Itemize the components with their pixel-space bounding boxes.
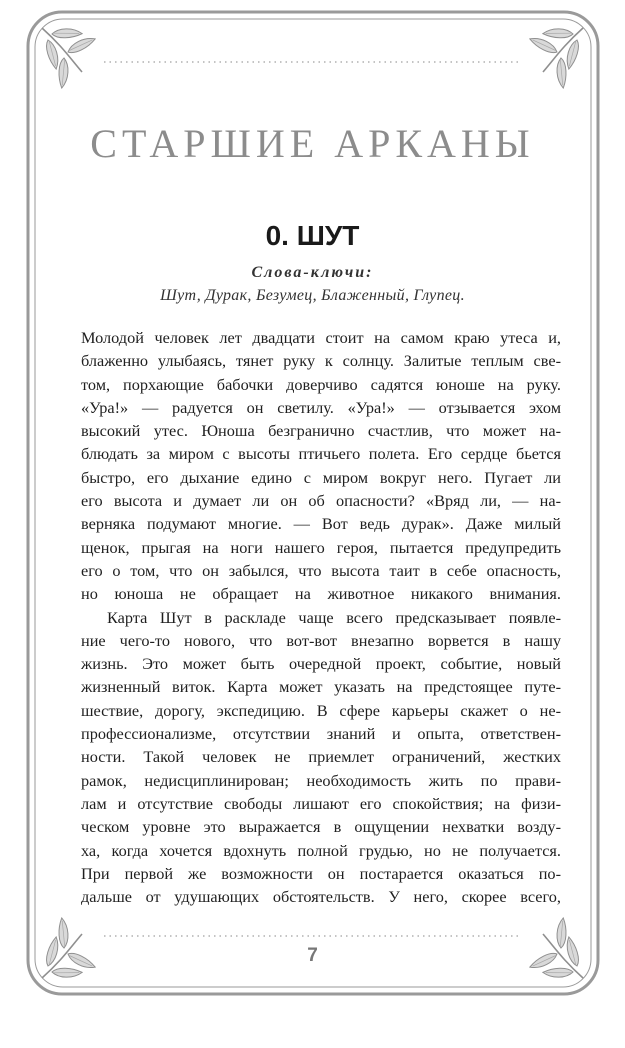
body-text [81, 326, 561, 908]
leaf-ornament-icon [528, 27, 583, 88]
text-line: лам и отсутствие свободы лишают его спокойствия; на физи- [81, 793, 561, 813]
text-line: быстро, его дыхание едино с миром вокруг него. Пугает ли [81, 467, 561, 487]
text-line: ха, когда хочется вдохнуть полной грудью, но не получается. [81, 840, 561, 860]
text-line: его о том, что он забылся, что высота таит в себе опасность, [81, 560, 561, 580]
chapter-title: СТАРШИЕ АРКАНЫ [90, 121, 535, 166]
section-title: 0. ШУТ [265, 220, 360, 251]
text-line: рамок, недисциплинирован; необходимость жить по прави- [81, 770, 561, 790]
text-line: шествие, дорогу, экспедицию. В сфере карьеры скажет о не- [81, 700, 561, 720]
text-line: верняка подумают многие. — Вот ведь дурак». Даже милый [81, 514, 561, 534]
text-line: Молодой человек лет двадцати стоит на самом краю утеса и, [81, 328, 561, 347]
page-number: 7 [307, 945, 318, 966]
text-line: высокий утес. Юноша безгранично счастлив, что может на- [81, 421, 561, 441]
text-line: но юноша не обращает на животное никакого внимания. [81, 584, 561, 604]
text-line: «Ура!» — радуется он светилу. «Ура!» — отзывается эхом [81, 397, 561, 417]
text-line: дальше от удушающих обстоятельств. У него, скорее всего, [81, 887, 561, 907]
text-line: При первой же возможности он постарается оказаться по- [81, 863, 561, 883]
leaf-ornament-icon [42, 27, 97, 88]
text-line: Карта Шут в раскладе чаще всего предсказывает появле- [107, 607, 561, 627]
text-line: жизненный виток. Карта может указать на предстоящее путе- [81, 677, 561, 697]
text-line: ние чего-то нового, что вот-вот внезапно ворвется в нашу [81, 630, 561, 650]
text-line: блаженно улыбаясь, тянет руку к солнцу. Залитые теплым све- [81, 351, 561, 371]
text-line: профессионализме, отсутствии знаний и опыта, ответствен- [81, 724, 561, 744]
text-line: жизнь. Это может быть очередной проект, событие, новый [81, 654, 561, 674]
text-line: блюдать за миром с высоты птичьего полета. Его сердце бьется [81, 444, 561, 464]
text-line: ческом уровне это выражается в ощущении нехватки возду- [81, 817, 561, 837]
text-line: ности. Такой человек не приемлет ограничений, жестких [81, 747, 561, 767]
keywords-list: Шут, Дурак, Безумец, Блаженный, Глупец. [160, 287, 465, 304]
text-line: щенок, прыгая на ноги нашего героя, пытается предупредить [81, 537, 561, 557]
text-line: его высота и думает ли он об опасности? «Вряд ли, — на- [81, 491, 561, 511]
keywords-label: Слова-ключи: [251, 264, 374, 281]
text-line: том, порхающие бабочки доверчиво садятся юноше на руку. [81, 374, 561, 394]
